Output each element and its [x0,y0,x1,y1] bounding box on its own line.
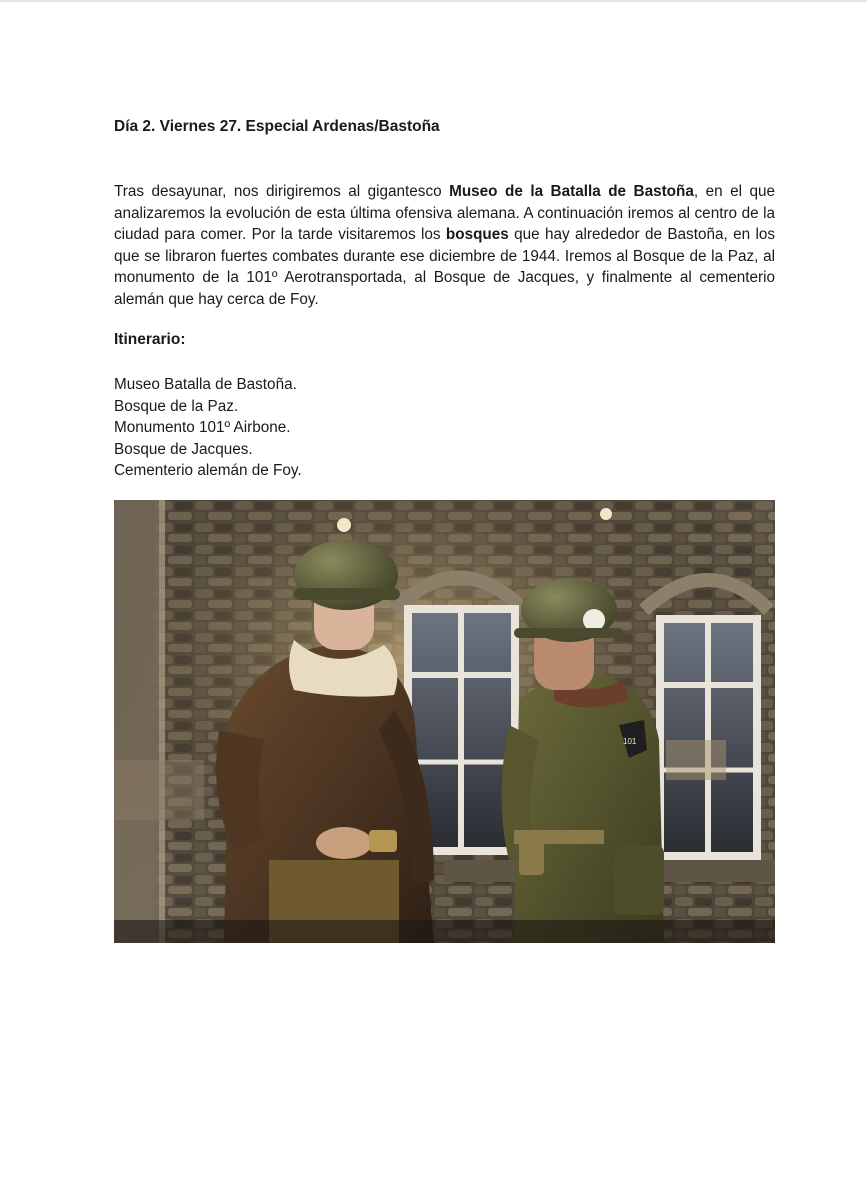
itinerary-list [114,374,302,482]
itinerary-item: Cementerio alemán de Foy. [114,462,302,480]
day-description [114,181,775,311]
description-text-1: Tras desayunar, nos dirigiremos al gigantesco [114,183,450,200]
day-heading: Día 2. Viernes 27. Especial Ardenas/Bastoña [114,118,440,135]
itinerary-item: Museo Batalla de Bastoña. [114,376,297,393]
description-text-3: que hay alrededor de Bastoña, en los que se libraron fuertes combates durante ese diciembre de 1944. Iremos al Bosque de la Paz, al monumento de la 101º Aerotransportada, al Bosque de Jacques, y finalmente al cementerio alemán que hay cerca de Foy. [114,226,775,308]
museum-diorama-photo [114,500,775,943]
itinerary-title: Itinerario: [114,331,186,348]
forests-bold: bosques [445,226,509,244]
description-text-2: , en el que analizaremos la evolución de esta última ofensiva alemana. A continuación iremos al centro de la ciudad para comer. Por la tarde visitaremos los [114,183,775,244]
page-top-border [0,0,867,2]
museum-name-bold: Museo de la Batalla de Bastoña [449,183,694,200]
patch-text: 101 [623,737,637,746]
itinerary-item: Bosque de Jacques. [114,440,253,458]
itinerary-item: Monumento 101º Airbone. [114,419,291,437]
itinerary-item: Bosque de la Paz. [114,397,239,415]
